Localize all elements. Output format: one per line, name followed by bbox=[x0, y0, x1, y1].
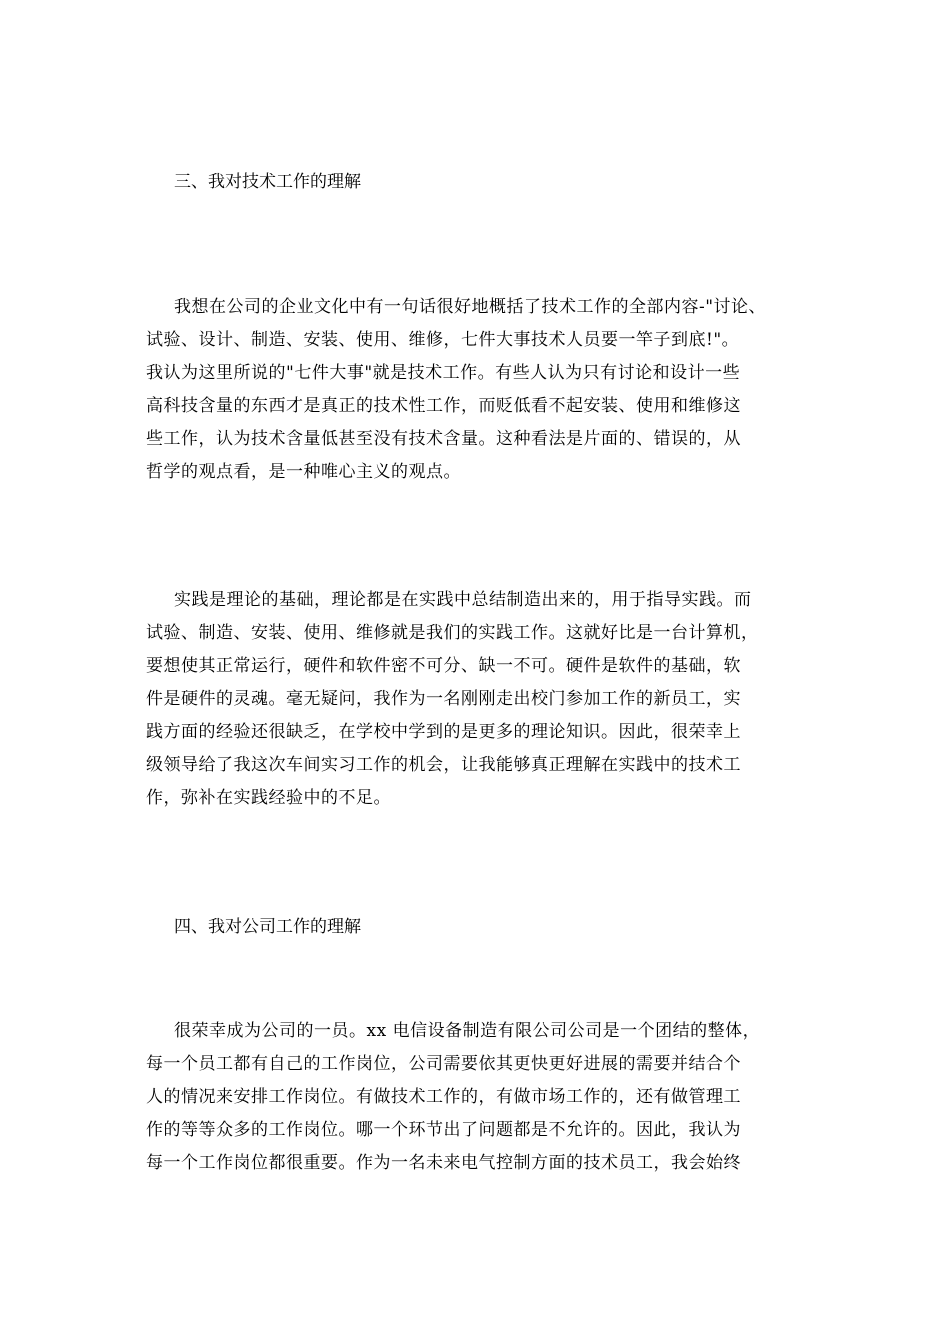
text-line: 高科技含量的东西才是真正的技术性工作，而贬低看不起安装、使用和维修这 bbox=[146, 396, 741, 416]
text-line: 件是硬件的灵魂。毫无疑问，我作为一名刚刚走出校门参加工作的新员工，实 bbox=[146, 689, 741, 709]
text-line: 些工作，认为技术含量低甚至没有技术含量。这种看法是片面的、错误的，从 bbox=[146, 429, 741, 449]
text-line: 人的情况来安排工作岗位。有做技术工作的，有做市场工作的，还有做管理工 bbox=[146, 1087, 741, 1107]
text-line: 践方面的经验还很缺乏，在学校中学到的是更多的理论知识。因此，很荣幸上 bbox=[146, 722, 741, 742]
text-line: 作，弥补在实践经验中的不足。 bbox=[146, 788, 391, 808]
paragraph-technical-work bbox=[146, 291, 826, 489]
paragraph-company-work bbox=[146, 1015, 826, 1180]
paragraph-practice-theory bbox=[146, 584, 826, 815]
text-line: 我认为这里所说的"七件大事"就是技术工作。有些人认为只有讨论和设计一些 bbox=[146, 363, 741, 383]
text-line: 要想使其正常运行，硬件和软件密不可分、缺一不可。硬件是软件的基础，软 bbox=[146, 656, 741, 676]
section-heading-3: 三、我对技术工作的理解 bbox=[174, 172, 361, 192]
text-line: 每一个工作岗位都很重要。作为一名未来电气控制方面的技术员工，我会始终 bbox=[146, 1153, 741, 1173]
text-line: 我想在公司的企业文化中有一句话很好地概括了技术工作的全部内容-"讨论、 bbox=[174, 297, 767, 317]
text-line: 实践是理论的基础，理论都是在实践中总结制造出来的，用于指导实践。而 bbox=[174, 590, 752, 610]
text-line: 试验、制造、安装、使用、维修就是我们的实践工作。这就好比是一台计算机， bbox=[146, 623, 759, 643]
text-line: 每一个员工都有自己的工作岗位，公司需要依其更快更好进展的需要并结合个 bbox=[146, 1054, 741, 1074]
text-line: 很荣幸成为公司的一员。xx 电信设备制造有限公司公司是一个团结的整体， bbox=[174, 1021, 761, 1041]
text-line: 哲学的观点看，是一种唯心主义的观点。 bbox=[146, 462, 461, 482]
text-line: 级领导给了我这次车间实习工作的机会，让我能够真正理解在实践中的技术工 bbox=[146, 755, 741, 775]
text-line: 试验、设计、制造、安装、使用、维修，七件大事技术人员要一竿子到底!"。 bbox=[146, 330, 740, 350]
section-heading-4: 四、我对公司工作的理解 bbox=[174, 917, 361, 937]
text-line: 作的等等众多的工作岗位。哪一个环节出了问题都是不允许的。因此，我认为 bbox=[146, 1120, 741, 1140]
